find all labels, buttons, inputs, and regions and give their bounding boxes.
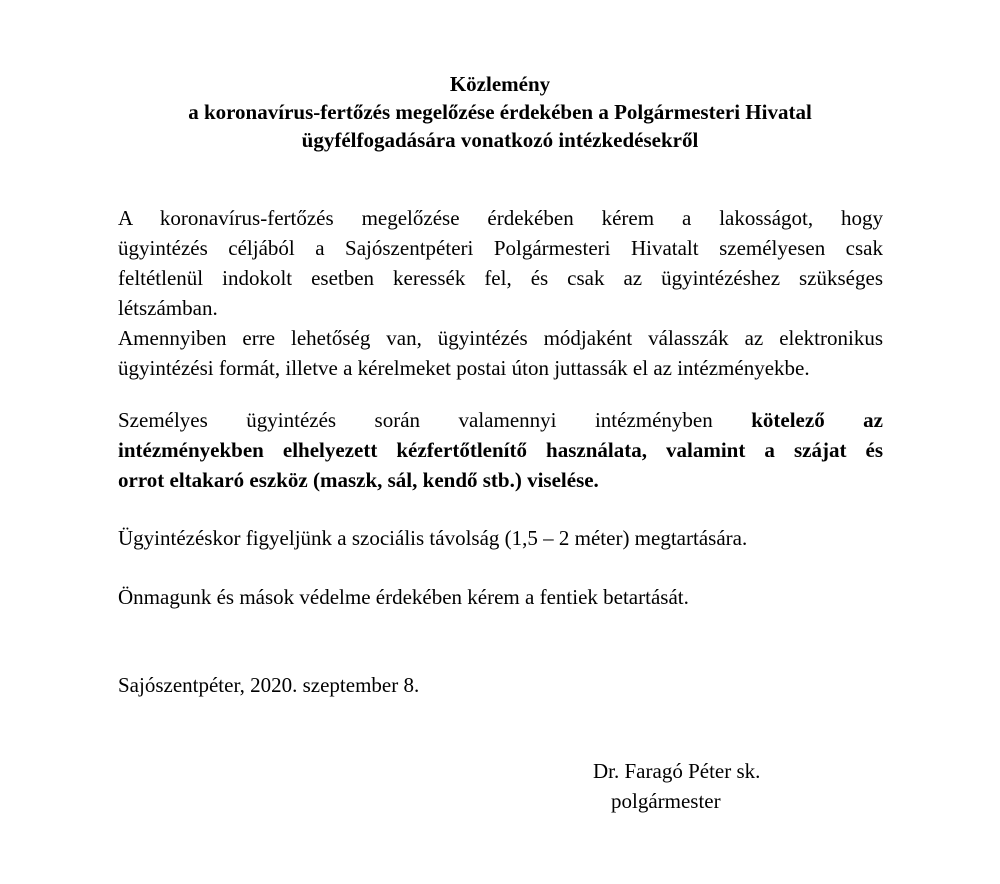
paragraph-line: A koronavírus-fertőzés megelőzése érdekében kérem a lakosságot, hogy	[118, 206, 883, 230]
signature-block	[593, 756, 760, 816]
paragraph-line	[118, 405, 883, 435]
paragraph-line: Ügyintézéskor figyeljünk a szociális távolság (1,5 – 2 méter) megtartására.	[118, 526, 748, 550]
title-line-3: ügyfélfogadására vonatkozó intézkedésekről	[301, 128, 699, 152]
paragraph-request	[118, 203, 883, 383]
paragraph-line: orrot eltakaró eszköz (maszk, sál, kendő stb.) viselése.	[118, 468, 599, 492]
paragraph-line: Önmagunk és mások védelme érdekében kérem a fentiek betartását.	[118, 585, 689, 609]
place-date	[118, 670, 883, 700]
paragraph-line: intézményekben elhelyezett kézfertőtlenítő használata, valamint a szájat és	[118, 438, 883, 462]
paragraph-line: ügyintézés céljából a Sajószentpéteri Polgármesteri Hivatalt személyesen csak	[118, 236, 883, 260]
paragraph-line: feltétlenül indokolt esetben keressék fel, és csak az ügyintézéshez szükséges	[118, 266, 883, 290]
title-line-1: Közlemény	[449, 72, 551, 96]
document-title	[0, 70, 1000, 154]
signatory-name: Dr. Faragó Péter sk.	[593, 759, 761, 783]
paragraph-distance	[118, 523, 883, 553]
title-line-2: a koronavírus-fertőzés megelőzése érdekében a Polgármesteri Hivatal	[188, 100, 812, 124]
bold-text: kötelező az	[751, 408, 883, 432]
place-date-text: Sajószentpéter, 2020. szeptember 8.	[118, 673, 420, 697]
paragraph-line: Amennyiben erre lehetőség van, ügyintézés módjaként válasszák az elektronikus	[118, 326, 883, 350]
normal-text: Személyes ügyintézés során valamennyi intézményben	[118, 408, 713, 432]
paragraph-mandatory	[118, 405, 883, 495]
signatory-role: polgármester	[611, 789, 721, 813]
paragraph-protection	[118, 582, 883, 612]
paragraph-line: ügyintézési formát, illetve a kérelmeket postai úton juttassák el az intézményekbe.	[118, 356, 810, 380]
paragraph-line: létszámban.	[118, 296, 218, 320]
